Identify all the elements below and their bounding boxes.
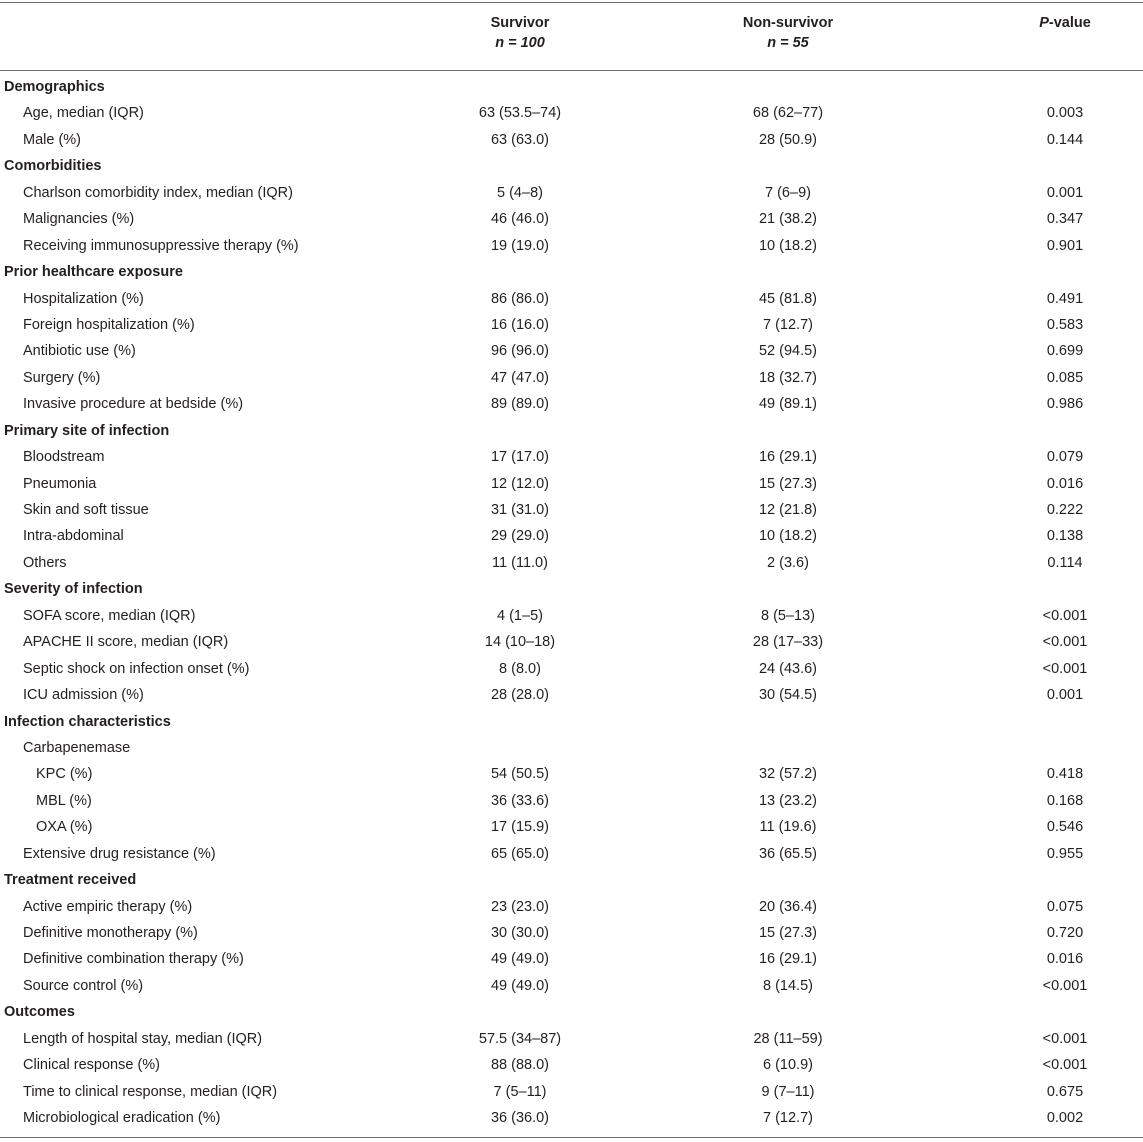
table-body (0, 74, 1143, 1132)
survivor-value: 47 (47.0) (490, 369, 550, 386)
table-row (0, 233, 1143, 259)
header-nonsurvivor-n: n = 55 (767, 35, 809, 51)
p-value: 0.720 (1046, 925, 1084, 941)
header-pvalue-suffix: -value (1048, 15, 1091, 31)
p-value: 0.955 (1046, 845, 1084, 862)
table-row (0, 946, 1143, 972)
table-row (0, 761, 1143, 787)
survivor-value: 96 (96.0) (490, 343, 550, 360)
section-title: Primary site of infection (4, 422, 170, 439)
table-row (0, 312, 1143, 338)
header-survivor-n: n = 100 (495, 35, 545, 51)
row-label: Definitive combination therapy (%) (23, 951, 244, 968)
table-row (0, 127, 1143, 153)
row-label: Carbapenemase (23, 739, 131, 756)
survivor-value: 17 (15.9) (490, 819, 550, 836)
table-row (0, 550, 1143, 576)
nonsurvivor-value: 15 (27.3) (758, 475, 818, 492)
nonsurvivor-value: 28 (17–33) (752, 634, 824, 651)
table-row (0, 1026, 1143, 1052)
section-title: Comorbidities (4, 158, 102, 175)
table-header (0, 3, 1143, 70)
p-value: 0.491 (1046, 290, 1084, 307)
survivor-value: 28 (28.0) (490, 687, 550, 704)
header-survivor-label: Survivor (490, 15, 550, 31)
p-value: 0.114 (1047, 554, 1083, 571)
row-label: Active empiric therapy (%) (23, 898, 193, 915)
row-label: Hospitalization (%) (23, 290, 144, 307)
p-value: 0.001 (1046, 184, 1084, 201)
row-label: Extensive drug resistance (%) (23, 845, 216, 862)
nonsurvivor-value: 7 (12.7) (763, 316, 813, 333)
nonsurvivor-value: 13 (23.2) (758, 792, 818, 809)
survivor-value: 49 (49.0) (490, 951, 550, 968)
survivor-value: 17 (17.0) (490, 449, 550, 466)
table-row (0, 894, 1143, 920)
row-label: Foreign hospitalization (%) (23, 316, 195, 333)
row-label: Age, median (IQR) (23, 105, 144, 122)
table-row (0, 523, 1143, 549)
nonsurvivor-value: 12 (21.8) (758, 502, 818, 518)
table-row (0, 603, 1143, 629)
nonsurvivor-value: 45 (81.8) (758, 290, 818, 307)
nonsurvivor-value: 32 (57.2) (758, 766, 818, 783)
survivor-value: 46 (46.0) (490, 211, 550, 228)
row-label: SOFA score, median (IQR) (23, 607, 196, 624)
nonsurvivor-value: 28 (50.9) (758, 131, 818, 148)
nonsurvivor-value: 9 (7–11) (761, 1083, 815, 1100)
survivor-value: 14 (10–18) (484, 634, 556, 651)
p-value: 0.016 (1046, 475, 1084, 492)
p-value: <0.001 (1042, 1057, 1088, 1074)
p-value: <0.001 (1042, 977, 1088, 994)
table-row (0, 788, 1143, 814)
nonsurvivor-value: 10 (18.2) (758, 528, 818, 545)
nonsurvivor-value: 20 (36.4) (758, 898, 818, 915)
row-label: Length of hospital stay, median (IQR) (23, 1030, 263, 1047)
nonsurvivor-value: 7 (6–9) (765, 184, 811, 201)
p-value: 0.699 (1046, 343, 1084, 360)
survivor-value: 8 (8.0) (499, 660, 541, 677)
row-label: Invasive procedure at bedside (%) (23, 396, 244, 413)
section-header-row (0, 709, 1143, 735)
section-header-row (0, 259, 1143, 285)
section-header-row (0, 418, 1143, 444)
survivor-value: 7 (5–11) (493, 1083, 547, 1100)
section-title: Infection characteristics (4, 713, 171, 730)
section-title: Demographics (4, 79, 105, 95)
row-label: Clinical response (%) (23, 1057, 160, 1074)
nonsurvivor-value: 30 (54.5) (758, 687, 818, 704)
nonsurvivor-value: 16 (29.1) (758, 449, 818, 466)
survivor-value: 30 (30.0) (490, 925, 550, 941)
p-value: <0.001 (1042, 660, 1088, 677)
p-value: 0.583 (1046, 316, 1084, 333)
p-value: 0.418 (1046, 766, 1084, 783)
table-row (0, 841, 1143, 867)
row-label: Time to clinical response, median (IQR) (23, 1083, 278, 1100)
nonsurvivor-value: 16 (29.1) (758, 951, 818, 968)
nonsurvivor-value: 36 (65.5) (758, 845, 818, 862)
row-label: Definitive monotherapy (%) (23, 925, 198, 941)
survivor-value: 29 (29.0) (490, 528, 550, 545)
p-value: 0.016 (1046, 951, 1084, 968)
table-row (0, 682, 1143, 708)
table-row (0, 735, 1143, 761)
section-header-row (0, 576, 1143, 602)
nonsurvivor-value: 8 (5–13) (760, 607, 815, 624)
row-label: Intra-abdominal (23, 528, 124, 545)
row-label: Pneumonia (23, 475, 97, 492)
table-row (0, 814, 1143, 840)
table-row (0, 629, 1143, 655)
survivor-value: 19 (19.0) (490, 237, 550, 254)
survivor-value: 5 (4–8) (497, 184, 543, 201)
p-value: 0.222 (1046, 502, 1084, 518)
p-value: 0.144 (1046, 131, 1084, 148)
row-label: Malignancies (%) (23, 211, 135, 228)
nonsurvivor-value: 18 (32.7) (758, 369, 818, 386)
row-label: OXA (%) (36, 819, 93, 836)
row-label: Bloodstream (23, 449, 105, 466)
row-label: Septic shock on infection onset (%) (23, 660, 250, 677)
survivor-value: 89 (89.0) (490, 396, 550, 413)
section-title: Outcomes (4, 1004, 75, 1021)
table-header-rule (0, 70, 1143, 71)
survivor-value: 31 (31.0) (490, 502, 550, 518)
row-label: Charlson comorbidity index, median (IQR) (23, 184, 293, 201)
header-nonsurvivor (688, 13, 888, 53)
table-row (0, 1052, 1143, 1078)
survivor-value: 63 (63.0) (490, 131, 550, 148)
nonsurvivor-value: 49 (89.1) (758, 396, 818, 413)
nonsurvivor-value: 21 (38.2) (758, 211, 818, 228)
header-survivor (420, 13, 620, 53)
survivor-value: 23 (23.0) (490, 898, 550, 915)
section-title: Severity of infection (4, 581, 143, 598)
section-header-row (0, 867, 1143, 893)
row-label: APACHE II score, median (IQR) (23, 634, 229, 651)
p-value: 0.901 (1046, 237, 1084, 254)
p-value: 0.138 (1046, 528, 1084, 545)
row-label: Surgery (%) (23, 369, 101, 386)
row-label: ICU admission (%) (23, 687, 144, 704)
p-value: 0.168 (1046, 792, 1084, 809)
table-row (0, 497, 1143, 523)
nonsurvivor-value: 6 (10.9) (763, 1057, 813, 1074)
table-row (0, 471, 1143, 497)
row-label: Microbiological eradication (%) (23, 1110, 221, 1127)
survivor-value: 12 (12.0) (490, 475, 550, 492)
p-value: 0.075 (1046, 898, 1084, 915)
survivor-value: 49 (49.0) (490, 977, 550, 994)
survivor-value: 16 (16.0) (490, 316, 550, 333)
p-value: 0.085 (1046, 369, 1084, 386)
row-label: Antibiotic use (%) (23, 343, 136, 360)
row-label: MBL (%) (36, 792, 92, 809)
row-label: Others (23, 554, 67, 571)
header-pvalue-prefix: P (1039, 15, 1049, 31)
survivor-value: 65 (65.0) (490, 845, 550, 862)
table-row (0, 1105, 1143, 1131)
nonsurvivor-value: 68 (62–77) (752, 105, 824, 122)
p-value: 0.002 (1046, 1110, 1084, 1127)
p-value: <0.001 (1042, 634, 1088, 651)
p-value: 0.001 (1046, 687, 1084, 704)
row-label: KPC (%) (36, 766, 93, 783)
table-row (0, 973, 1143, 999)
section-title: Treatment received (4, 872, 137, 889)
survivor-value: 4 (1–5) (497, 607, 543, 624)
section-title: Prior healthcare exposure (4, 264, 183, 281)
survivor-value: 57.5 (34–87) (478, 1030, 562, 1047)
row-label: Skin and soft tissue (23, 502, 149, 518)
p-value: 0.675 (1046, 1083, 1084, 1100)
nonsurvivor-value: 24 (43.6) (758, 660, 818, 677)
table-row (0, 656, 1143, 682)
nonsurvivor-value: 2 (3.6) (767, 554, 809, 571)
nonsurvivor-value: 52 (94.5) (758, 343, 818, 360)
nonsurvivor-value: 28 (11–59) (753, 1030, 823, 1047)
nonsurvivor-value: 10 (18.2) (758, 237, 818, 254)
survivor-value: 36 (33.6) (490, 792, 550, 809)
row-label: Receiving immunosuppressive therapy (%) (23, 237, 299, 254)
p-value: 0.986 (1046, 396, 1084, 413)
section-header-row (0, 153, 1143, 179)
header-nonsurvivor-label: Non-survivor (742, 15, 834, 31)
table-row (0, 286, 1143, 312)
nonsurvivor-value: 15 (27.3) (758, 925, 818, 941)
p-value: <0.001 (1042, 1030, 1088, 1047)
table-row (0, 206, 1143, 232)
p-value: 0.079 (1046, 449, 1084, 466)
header-pvalue-text (1005, 13, 1125, 33)
row-label: Source control (%) (23, 977, 144, 994)
section-header-row (0, 74, 1143, 100)
table-row (0, 338, 1143, 364)
survivor-value: 54 (50.5) (490, 766, 550, 783)
survivor-value: 36 (36.0) (490, 1110, 550, 1127)
p-value: <0.001 (1042, 607, 1088, 624)
table-row (0, 180, 1143, 206)
nonsurvivor-value: 8 (14.5) (763, 977, 813, 994)
nonsurvivor-value: 7 (12.7) (763, 1110, 813, 1127)
table-row (0, 100, 1143, 126)
table-row (0, 920, 1143, 946)
section-header-row (0, 999, 1143, 1025)
row-label: Male (%) (23, 131, 82, 148)
survivor-value: 63 (53.5–74) (478, 105, 562, 122)
p-value: 0.347 (1046, 211, 1084, 228)
p-value: 0.003 (1046, 105, 1084, 122)
table-bottom-rule (0, 1137, 1143, 1138)
table-row (0, 365, 1143, 391)
table-row (0, 391, 1143, 417)
nonsurvivor-value: 11 (19.6) (759, 819, 817, 836)
survivor-value: 11 (11.0) (492, 554, 548, 571)
header-pvalue (1005, 13, 1125, 33)
survivor-value: 86 (86.0) (490, 290, 550, 307)
p-value: 0.546 (1046, 819, 1084, 836)
table-row (0, 1079, 1143, 1105)
survivor-value: 88 (88.0) (490, 1057, 550, 1074)
table-row (0, 444, 1143, 470)
